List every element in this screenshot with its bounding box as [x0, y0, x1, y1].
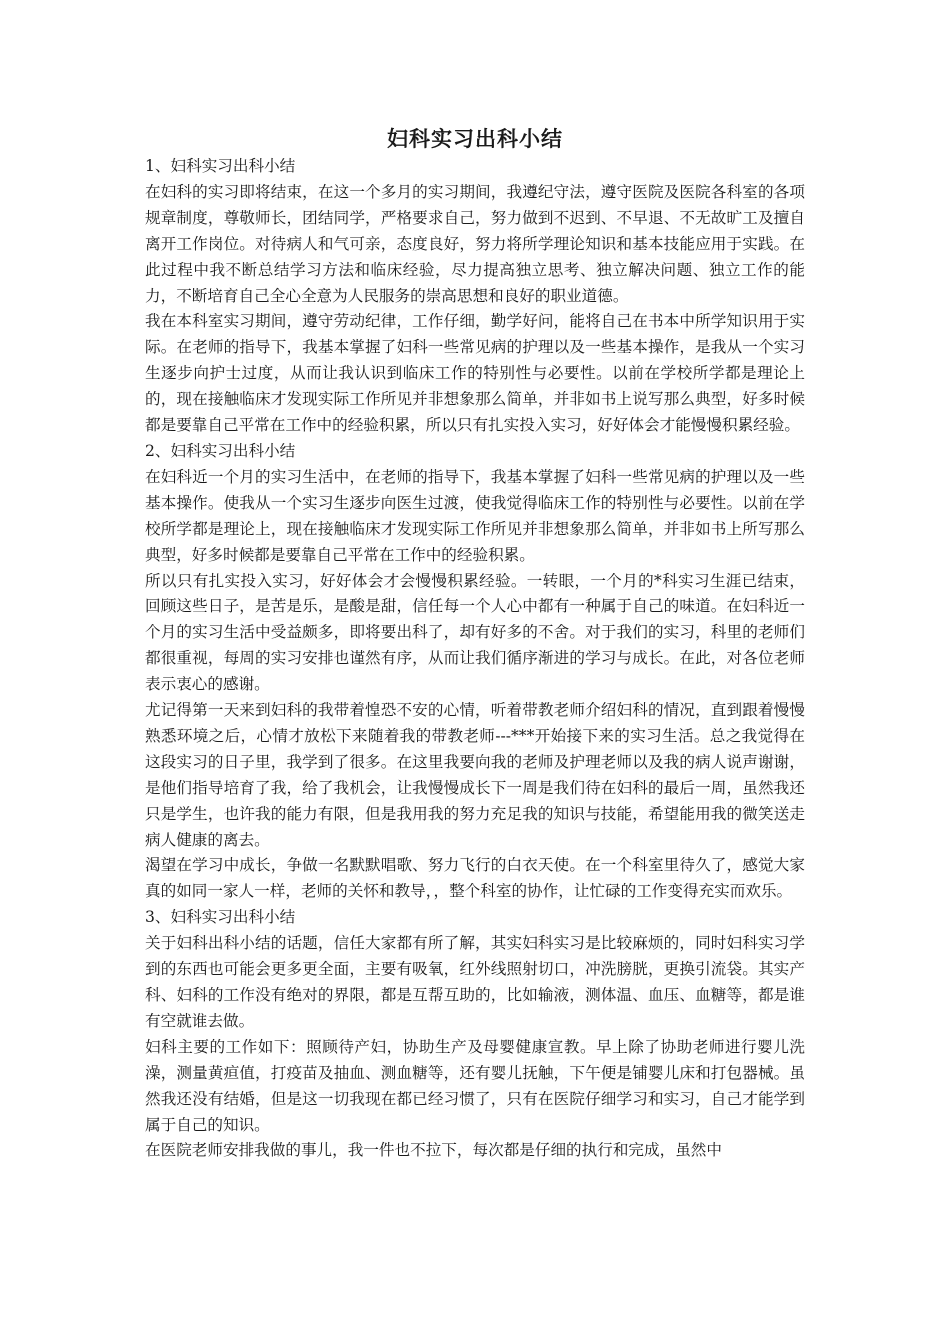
section-heading: 1、妇科实习出科小结	[145, 157, 296, 175]
paragraph: 所以只有扎实投入实习，好好体会才会慢慢积累经验。一转眼，一个月的*科实习生涯已结束，回顾这些日子，是苦是乐，是酸是甜，信任每一个人心中都有一种属于自己的味道。在妇科近一个月的实习生活中受益颇多，即将要出科了，却有好多的不舍。对于我们的实习，科里的老师们都很重视，每周的实习安排也谨然有序，从而让我们循序渐进的学习与成长。在此，对各位老师表示衷心的感谢。	[145, 571, 805, 694]
paragraph: 渴望在学习中成长，争做一名默默唱歌、努力飞行的白衣天使。在一个科室里待久了，感觉大家真的如同一家人一样，老师的关怀和教导，，整个科室的协作，让忙碌的工作变得充实而欢乐。	[145, 856, 805, 901]
section-1	[145, 154, 805, 439]
paragraph: 在妇科的实习即将结束，在这一个多月的实习期间，我遵纪守法，遵守医院及医院各科室的各项规章制度，尊敬师长，团结同学，严格要求自己，努力做到不迟到、不早退、不无故旷工及擅自离开工作岗位。对待病人和气可亲，态度良好，努力将所学理论知识和基本技能应用于实践。在此过程中我不断总结学习方法和临床经验，尽力提高独立思考、独立解决问题、独立工作的能力，不断培育自己全心全意为人民服务的崇高思想和良好的职业道德。	[145, 182, 805, 305]
paragraph: 在医院老师安排我做的事儿，我一件也不拉下，每次都是仔细的执行和完成，虽然中	[145, 1141, 722, 1160]
document-page	[145, 126, 805, 1164]
section-heading: 3、妇科实习出科小结	[145, 908, 296, 927]
paragraph: 我在本科室实习期间，遵守劳动纪律，工作仔细，勤学好问，能将自己在书本中所学知识用于实际。在老师的指导下，我基本掌握了妇科一些常见病的护理以及一些基本操作，是我从一个实习生逐步向护士过度，从而让我认识到临床工作的特别性与必要性。以前在学校所学都是理论上的，现在接触临床才发现实际工作所见并非想象那么简单，并非如书上说写那么典型，好多时候都是要靠自己平常在工作中的经验积累，所以只有扎实投入实习，好好体会才能慢慢积累经验。	[145, 312, 805, 435]
section-heading: 2、妇科实习出科小结	[145, 441, 296, 460]
paragraph: 关于妇科出科小结的话题，信任大家都有所了解，其实妇科实习是比较麻烦的，同时妇科实习学到的东西也可能会更多更全面，主要有吸氧，红外线照射切口，冲洗膀胱，更换引流袋。其实产科、妇科的工作没有绝对的界限，都是互帮互助的，比如输液，测体温、血压、血糖等，都是谁有空就谁去做。	[145, 934, 805, 1030]
paragraph: 尤记得第一天来到妇科的我带着惶恐不安的心情，听着带教老师介绍妇科的情况，直到跟着慢慢熟悉环境之后，心情才放松下来随着我的带教老师---***开始接下来的实习生活。总之我觉得在这段实习的日子里，我学到了很多。在这里我要向我的老师及护理老师以及我的病人说声谢谢，是他们指导培育了我，给了我机会，让我慢慢成长下一周是我们待在妇科的最后一周，虽然我还只是学生，也许我的能力有限，但是我用我的努力充足我的知识与技能，希望能用我的微笑送走病人健康的离去。	[145, 701, 805, 849]
section-3	[145, 905, 805, 1164]
document-title: 妇科实习出科小结	[387, 127, 563, 151]
section-2	[145, 439, 805, 905]
paragraph: 妇科主要的工作如下：照顾待产妇，协助生产及母婴健康宣教。早上除了协助老师进行婴儿洗澡，测量黄疸值，打疫苗及抽血、测血糖等，还有婴儿抚触，下午便是铺婴儿床和打包器械。虽然我还没有结婚，但是这一切我现在都已经习惯了，只有在医院仔细学习和实习，自己才能学到属于自己的知识。	[145, 1037, 805, 1134]
paragraph: 在妇科近一个月的实习生活中，在老师的指导下，我基本掌握了妇科一些常见病的护理以及一些基本操作。使我从一个实习生逐步向医生过渡，使我觉得临床工作的特别性与必要性。以前在学校所学都是理论上，现在接触临床才发现实际工作所见并非想象那么简单，并非如书上所写那么典型，好多时候都是要靠自己平常在工作中的经验积累。	[145, 467, 805, 564]
